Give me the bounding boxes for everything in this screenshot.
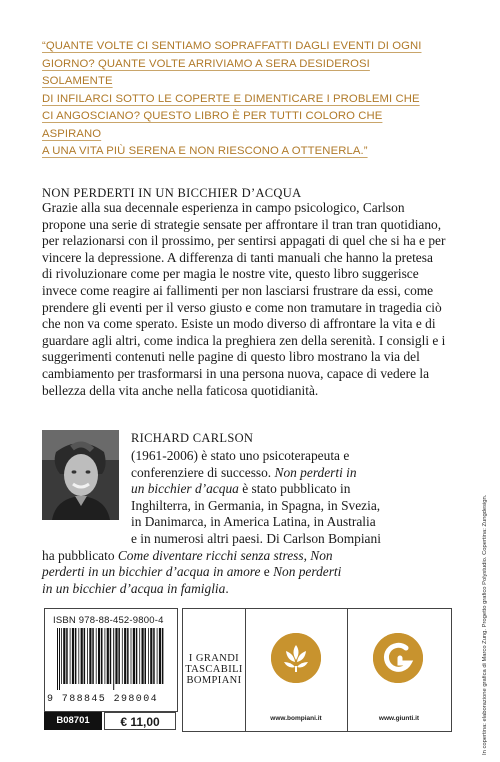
quote-line: DI INFILARCI SOTTO LE COPERTE E DIMENTICARE I PROBLEMI CHE [42, 92, 420, 105]
book-title-heading: NON PERDERTI IN UN BICCHIER D’ACQUA [42, 186, 302, 200]
cover-credits [478, 494, 490, 755]
author-name: RICHARD CARLSON [131, 431, 254, 445]
divider [347, 609, 348, 731]
barcode-bar [98, 628, 100, 684]
barcode-bar [81, 628, 83, 684]
barcode-bar [72, 628, 74, 684]
barcode-bar [115, 628, 117, 684]
giunti-logo-icon [373, 633, 423, 683]
barcode [57, 628, 169, 690]
quote-line: “QUANTE VOLTE CI SENTIAMO SOPRAFFATTI DAGLI EVENTI DI OGNI [42, 40, 422, 52]
bio-book-title: Non [310, 547, 333, 563]
barcode-bar [131, 628, 132, 684]
series-line: I GRANDI [188, 653, 240, 664]
author-bio [42, 448, 446, 597]
barcode-bar [59, 628, 60, 690]
bio-text: è stato pubblicato in [238, 481, 351, 497]
barcode-bar [162, 628, 164, 684]
barcode-bar [84, 628, 86, 684]
barcode-bar [133, 628, 135, 684]
quote-line: CI ANGOSCIANO? QUESTO LIBRO È PER TUTTI COLORO CHE ASPIRANO [42, 110, 383, 140]
barcode-bar [87, 628, 88, 684]
barcode-bar [92, 628, 94, 684]
barcode-bar [150, 628, 152, 684]
bio-text: Inghilterra, in Germania, in Spagna, in Svezia, [131, 497, 381, 513]
barcode-bar [157, 628, 158, 684]
barcode-digits: 9 788845 298004 [47, 694, 159, 705]
barcode-bar [153, 628, 155, 684]
credits-text: In copertina: elaborazione grafica di Marco Zung. Progetto grafico Polystudio. Copertina: Zungdesign. [482, 494, 488, 755]
bompiani-website: www.bompiani.it [270, 715, 322, 722]
divider [245, 609, 246, 731]
barcode-box [44, 608, 178, 712]
giunti-website: www.giunti.it [378, 715, 420, 722]
barcode-bar [159, 628, 161, 684]
barcode-bar [96, 628, 97, 684]
barcode-bar [63, 628, 65, 684]
barcode-bar [101, 628, 103, 684]
barcode-bar [57, 628, 58, 690]
price: € 11,00 [104, 712, 176, 730]
barcode-bar [145, 628, 147, 684]
product-code: B08701 [44, 712, 102, 730]
series-line: BOMPIANI [186, 675, 242, 686]
bompiani-logo-icon [271, 633, 321, 683]
series-publisher-box [182, 608, 452, 732]
isbn-label: ISBN 978-88-452-9800-4 [53, 615, 164, 626]
bio-text: e in numerosi altri paesi. Di Carlson Bompiani [131, 530, 381, 546]
barcode-bar [70, 628, 71, 684]
bio-book-title: perderti in un bicchier d’acqua in amore [42, 564, 261, 580]
bio-text: in Danimarca, in America Latina, in Australia [131, 514, 376, 530]
book-blurb: Grazie alla sua decennale esperienza in campo psicologico, Carlson propone una serie di strategie sensate per affrontare il tran tran quotidiano, per relazionarsi con il prossimo, per sentirsi appagati di quel che si ha e per vincere la depressione. A differenza di tanti manuali che hanno la pretesa di rivoluzionare come per magia le nostre vite, questo libro suggerisce invece come reagire ai fallimenti per non lasciarsi frustrare da essi, come prendere gli eventi per il verso giusto e come non tramutare in tragedia ciò che non va come sperato. Esiste un modo diverso di affrontare la vita e di guardare agli altri, come indica la preghiera zen della serenità. I consigli e i suggerimenti contenuti nelle pagine di questo libro mostrano la via del cambiamento per trasformarsi in una persona nuova, capace di vedere la bellezza della vita anche nella faticosa quotidianità. [42, 200, 446, 398]
barcode-bar [110, 628, 112, 684]
bio-book-title: un bicchier d’acqua [131, 481, 239, 497]
barcode-bar [78, 628, 79, 684]
bio-text: . [225, 580, 229, 596]
bio-text: , [303, 547, 311, 563]
barcode-bar [136, 628, 138, 684]
barcode-bar [118, 628, 120, 684]
series-name [183, 653, 245, 686]
barcode-bar [61, 628, 62, 684]
barcode-bar [89, 628, 91, 684]
barcode-bar [105, 628, 106, 684]
barcode-bar [66, 628, 68, 684]
barcode-bar [122, 628, 123, 684]
barcode-bar [124, 628, 126, 684]
bio-text: e [260, 564, 274, 580]
bio-text: conferenziere di successo. [131, 464, 275, 480]
barcode-bar [107, 628, 109, 684]
bio-text: ha pubblicato [42, 547, 118, 563]
barcode-bar [148, 628, 149, 684]
bio-book-title: Come diventare ricchi senza stress [117, 547, 304, 563]
back-cover-quote [42, 38, 434, 161]
barcode-bar [142, 628, 144, 684]
barcode-bar [75, 628, 77, 684]
barcode-bar [127, 628, 129, 684]
bio-book-title: Non perderti [273, 564, 342, 580]
bio-book-title: Non perderti in [274, 464, 357, 480]
series-line: TASCABILI [185, 664, 243, 675]
quote-line: GIORNO? QUANTE VOLTE ARRIVIAMO A SERA DESIDEROSI SOLAMENTE [42, 57, 370, 87]
bio-text: (1961-2006) è stato uno psicoterapeuta e [131, 448, 350, 463]
quote-line: A UNA VITA PIÙ SERENA E NON RIESCONO A OTTENERLA.” [42, 145, 368, 157]
bio-book-title: in un bicchier d’acqua in famiglia [42, 580, 226, 596]
barcode-bar [139, 628, 140, 684]
barcode-bar [113, 628, 114, 690]
